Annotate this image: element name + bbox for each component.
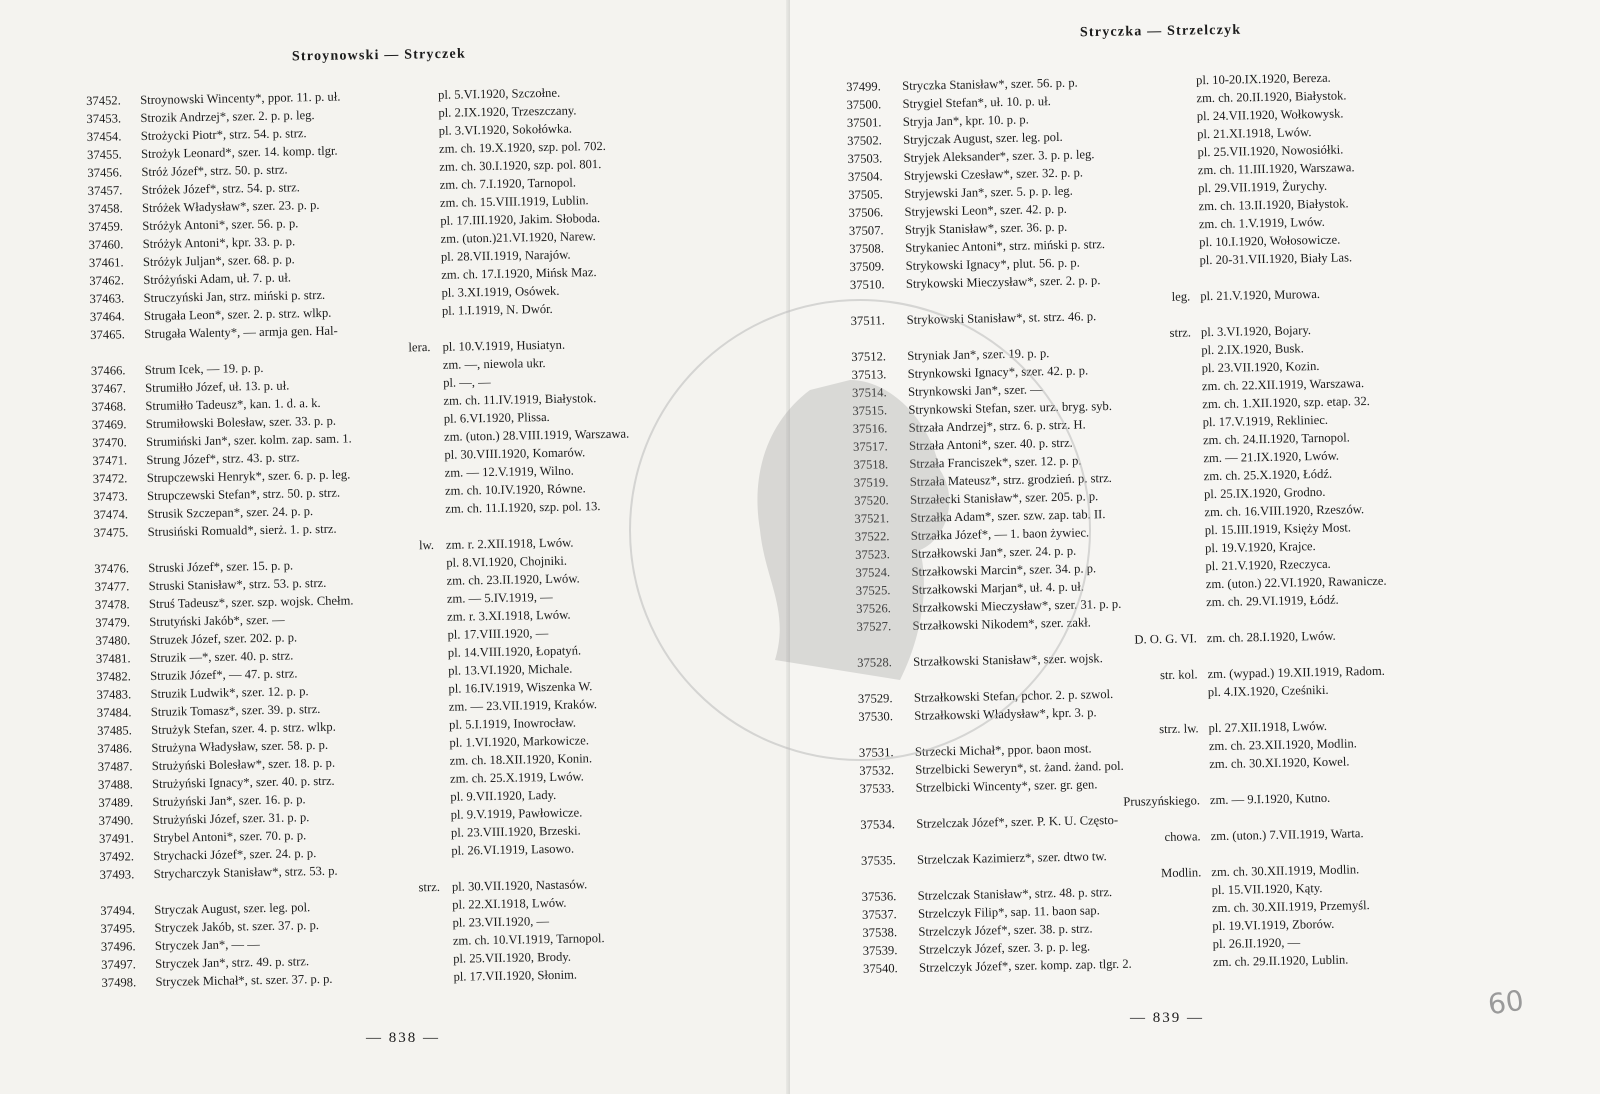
entry-name: Strychacki Józef*, szer. 24. p. p. (153, 846, 317, 863)
entry-number: 37532. (859, 763, 895, 778)
entry-fate: pl. 10.I.1920, Wołosowicze. (1199, 232, 1341, 250)
entry-continuation: lw. (418, 537, 435, 553)
entry-name: Stróżyk Antoni*, kpr. 33. p. p. (142, 234, 296, 252)
entry-name: Strutyński Jakób*, szer. — (149, 612, 285, 629)
entry-name: Strzałka Józef*, — 1. baon żywiec. (910, 525, 1090, 543)
entry-fate: zm. ch. 28.I.1920, Lwów. (1206, 628, 1336, 646)
entry-name: Strykaniec Antoni*, strz. miński p. strz. (905, 237, 1106, 255)
entry-fate: zm. — 5.IV.1919, — (446, 589, 553, 606)
entry-number: 37481. (95, 651, 131, 666)
entry-number: 37484. (96, 705, 132, 720)
entry-number: 37539. (862, 943, 898, 958)
entry-fate: zm. — 12.V.1919, Wilno. (444, 463, 574, 480)
entry-fate: pl. 22.XI.1918, Lwów. (452, 895, 567, 912)
entry-fate: zm. — 23.VII.1919, Kraków. (448, 697, 598, 714)
entry-name: Strybel Antoni*, szer. 70. p. p. (152, 828, 307, 845)
entry-number: 37495. (100, 921, 136, 936)
entry-fate: pl. 2.IX.1920, Trzeszczany. (438, 103, 577, 120)
entry-name: Stryjczak August, szer. leg. pol. (903, 129, 1063, 147)
entry-number: 37488. (97, 777, 133, 792)
entry-number: 37466. (90, 363, 126, 378)
entry-number: 37496. (100, 939, 136, 954)
entry-fate: zm. ch. 11.I.1920, szp. pol. 13. (445, 499, 601, 516)
entry-name: Strugała Walenty*, — armja gen. Hal- (144, 323, 338, 342)
entry-name: Strzelbicki Wincenty*, szer. gr. gen. (915, 777, 1098, 795)
entry-fate: pl. 2.IX.1920, Busk. (1201, 341, 1304, 358)
entry-number: 37534. (860, 817, 896, 832)
entry-number: 37486. (97, 741, 133, 756)
entry-name: Stryniak Jan*, szer. 19. p. p. (907, 346, 1050, 363)
entry-fate: pl. 23.VII.1920, Kozin. (1201, 358, 1320, 376)
entry-fate: zm. ch. 16.VIII.1920, Rzeszów. (1204, 502, 1365, 520)
entry-number: 37515. (852, 403, 888, 418)
entry-fate: zm. ch. 30.I.1920, szp. pol. 801. (439, 157, 602, 174)
entry-number: 37471. (92, 453, 128, 468)
entry-name: Strużyna Władysław, szer. 58. p. p. (151, 737, 329, 755)
entry-fate: pl. 9.V.1919, Pawłowicze. (450, 805, 583, 822)
entry-name: Strusiński Romuald*, sierż. 1. p. strz. (147, 521, 337, 539)
entry-number: 37507. (848, 223, 884, 238)
entry-name: Strung Józef*, strz. 43. p. strz. (146, 450, 300, 468)
entry-number: 37529. (857, 691, 893, 706)
entry-name: Struski Stanisław*, strz. 53. p. strz. (148, 575, 327, 593)
entry-fate: zm. ch. 20.II.1920, Białystok. (1196, 88, 1347, 106)
entry-fate: pl. 4.IX.1920, Cześniki. (1207, 682, 1329, 700)
entry-number: 37540. (862, 961, 898, 976)
entry-number: 37516. (852, 421, 888, 436)
entry-fate: pl. 17.III.1920, Jakim. Słoboda. (440, 211, 601, 228)
entry-name: Strusik Szczepan*, szer. 24. p. p. (147, 504, 314, 521)
entry-name: Strzelczak Józef*, szer. P. K. U. Często- (916, 812, 1119, 831)
entry-fate: pl. 17.VII.1920, Słonim. (453, 967, 578, 984)
entry-number: 37522. (854, 529, 890, 544)
entry-fate: zm. (uton.)21.VI.1920, Narew. (440, 229, 596, 246)
entry-continuation: leg. (1171, 289, 1191, 304)
entry-fate: pl. 15.III.1919, Księży Most. (1204, 520, 1352, 538)
entry-name: Strzelczyk Filip*, sap. 11. baon sap. (917, 903, 1100, 921)
entry-number: 37462. (89, 273, 125, 288)
entry-number: 37477. (94, 579, 130, 594)
entry-name: Strynkowski Jan*, szer. — (907, 382, 1043, 399)
entry-number: 37456. (87, 165, 123, 180)
handwritten-note: 60 (1485, 983, 1526, 1022)
entry-fate: pl. 20-31.VII.1920, Biały Las. (1199, 250, 1353, 268)
entry-name: Stróżek Władysław*, szer. 23. p. p. (141, 197, 320, 216)
entry-fate: pl. 26.II.1920, — (1212, 935, 1301, 952)
entry-number: 37499. (846, 79, 881, 94)
entry-name: Stryjewski Czesław*, szer. 32. p. p. (903, 165, 1084, 183)
entry-fate: zm. ch. 23.XII.1920, Modlin. (1208, 736, 1357, 754)
entry-name: Strzelczak Kazimierz*, szer. dtwo tw. (916, 849, 1107, 867)
entry-number: 37457. (87, 183, 123, 198)
entry-number: 37459. (88, 219, 124, 234)
entry-number: 37479. (95, 615, 131, 630)
entry-fate: zm. ch. 13.II.1920, Białystok. (1198, 196, 1349, 214)
entry-number: 37531. (858, 745, 894, 760)
entry-name: Strum Icek, — 19. p. p. (144, 360, 264, 378)
entry-name: Strupczewski Stefan*, strz. 50. p. strz. (146, 485, 341, 503)
entry-fate: pl. 9.VII.1920, Lady. (450, 787, 557, 804)
entry-number: 37458. (87, 201, 123, 216)
entry-name: Strzałkowski Jan*, szer. 24. p. p. (911, 543, 1077, 561)
entry-number: 37500. (846, 97, 882, 112)
entry-fate: zm. ch. 29.VI.1919, Łódź. (1205, 592, 1339, 610)
entry-name: Strumiłowski Bolesław, szer. 33. p. p. (145, 413, 337, 432)
entry-fate: zm. (uton.) 7.VII.1919, Warta. (1210, 826, 1364, 844)
entry-fate: pl. 1.VI.1920, Markowicze. (449, 733, 590, 750)
entry-name: Strożycki Piotr*, strz. 54. p. strz. (140, 126, 307, 144)
entry-name: Strużyński Ignacy*, szer. 40. p. strz. (151, 773, 335, 791)
left-page-header: Stroynowski — Stryczek (291, 46, 467, 65)
entry-fate: pl. 8.VI.1920, Chojniki. (446, 553, 568, 570)
entry-continuation: chowa. (1164, 829, 1201, 845)
entry-name: Strużyński Jan*, szer. 16. p. p. (152, 792, 306, 809)
entry-continuation: lera. (408, 340, 431, 355)
entry-number: 37505. (848, 187, 884, 202)
entry-name: Strzałka Adam*, szer. szw. zap. tab. II. (910, 507, 1106, 525)
entry-name: Stryczek Jan*, — — (154, 937, 260, 953)
entry-number: 37455. (86, 147, 122, 162)
entry-fate: pl. 26.VI.1919, Lasowo. (451, 841, 575, 858)
entry-fate: pl. 14.VIII.1920, Łopatyń. (447, 643, 582, 660)
entry-number: 37491. (98, 831, 134, 846)
entry-name: Strygiel Stefan*, uł. 10. p. uł. (902, 94, 1051, 111)
entry-number: 37527. (856, 619, 892, 634)
entry-number: 37489. (98, 795, 134, 810)
entry-number: 37474. (93, 507, 129, 522)
entry-fate: zm. ch. 11.IV.1919, Białystok. (443, 391, 597, 408)
entry-fate: pl. 1.I.1919, N. Dwór. (441, 301, 553, 318)
entry-number: 37508. (849, 241, 885, 256)
entry-fate: zm. (uton.) 28.VIII.1919, Warszawa. (443, 426, 630, 444)
entry-fate: pl. 27.XII.1918, Lwów. (1208, 718, 1328, 736)
right-page (790, 0, 1600, 1094)
entry-fate: zm. ch. 22.XII.1919, Warszawa. (1201, 376, 1365, 394)
entry-fate: pl. 24.VII.1920, Wołkowysk. (1196, 106, 1344, 124)
entry-number: 37454. (86, 129, 122, 144)
entry-name: Stryczek Michał*, st. szer. 37. p. p. (155, 971, 333, 989)
entry-fate: pl. 19.VI.1919, Zborów. (1212, 916, 1335, 934)
entry-name: Strugała Leon*, szer. 2. p. strz. wlkp. (143, 305, 332, 324)
entry-fate: pl. 21.V.1920, Murowa. (1200, 286, 1321, 304)
entry-name: Stróżyk Antoni*, szer. 56. p. p. (142, 216, 299, 234)
entry-fate: zm. ch. 10.VI.1919, Tarnopol. (452, 931, 605, 948)
entry-name: Strzała Andrzej*, strz. 6. p. strz. H. (908, 417, 1086, 435)
entry-fate: pl. 19.V.1920, Krajce. (1204, 539, 1316, 556)
entry-fate: zm. (wypad.) 19.XII.1919, Radom. (1207, 663, 1385, 682)
entry-fate: pl. 21.XI.1918, Lwów. (1197, 125, 1312, 142)
entry-name: Strycharczyk Stanisław*, strz. 53. p. (153, 863, 338, 881)
entry-number: 37464. (89, 309, 125, 324)
entry-name: Strzelczyk Józef*, szer. 38. p. strz. (918, 921, 1093, 939)
entry-number: 37473. (92, 489, 128, 504)
entry-name: Stryczek Jan*, strz. 49. p. strz. (155, 954, 310, 971)
entry-fate: pl. 15.VII.1920, Kąty. (1211, 881, 1323, 898)
entry-name: Struzik Tomasz*, szer. 39. p. strz. (150, 702, 321, 719)
entry-fate: zm. r. 2.XII.1918, Lwów. (445, 535, 574, 552)
entry-fate: pl. 5.VI.1920, Szczołne. (437, 85, 561, 102)
entry-number: 37518. (853, 457, 889, 472)
entry-continuation: str. kol. (1159, 667, 1198, 683)
entry-name: Strzałkowski Władysław*, kpr. 3. p. (914, 705, 1097, 723)
entry-name: Struś Tadeusz*, szer. szp. wojsk. Chełm. (148, 593, 354, 611)
entry-fate: pl. 16.IV.1919, Wiszenka W. (448, 679, 593, 696)
entry-name: Stryczka Stanisław*, szer. 56. p. p. (902, 75, 1078, 93)
entry-fate: zm. ch. 7.I.1920, Tarnopol. (439, 175, 577, 192)
entry-name: Struski Józef*, szer. 15. p. p. (148, 558, 294, 575)
entry-name: Strozik Andrzej*, szer. 2. p. p. leg. (140, 108, 315, 126)
entry-fate: zm. ch. 15.VIII.1919, Lublin. (439, 193, 589, 210)
entry-fate: zm. — 9.I.1920, Kutno. (1209, 790, 1331, 808)
entry-fate: pl. 30.VIII.1920, Komarów. (444, 445, 586, 462)
entry-fate: zm. ch. 25.X.1920, Łódź. (1203, 466, 1333, 484)
entry-name: Strzecki Michał*, ppor. baon most. (914, 741, 1092, 759)
entry-number: 37463. (89, 291, 125, 306)
entry-name: Strzałecki Stanisław*, szer. 205. p. p. (909, 489, 1099, 507)
entry-number: 37537. (861, 907, 897, 922)
left-page-number: — 838 — (366, 1030, 440, 1046)
entry-number: 37517. (852, 439, 888, 454)
entry-name: Strupczewski Henryk*, szer. 6. p. p. leg. (146, 467, 351, 485)
entry-fate: zm. — 21.IX.1920, Lwów. (1203, 448, 1340, 466)
right-page-header: Stryczka — Strzelczyk (1079, 22, 1242, 41)
entry-name: Stroynowski Wincenty*, ppor. 11. p. uł. (140, 89, 341, 108)
entry-number: 37475. (93, 525, 129, 540)
entry-fate: zm. (uton.) 22.VI.1920, Rawanicze. (1205, 573, 1387, 592)
entry-fate: pl. 10-20.IX.1920, Bereza. (1195, 70, 1331, 88)
entry-fate: pl. 13.VI.1920, Michale. (448, 661, 573, 678)
entry-fate: pl. 23.VIII.1920, Brzeski. (450, 823, 581, 840)
entry-fate: zm. ch. 11.III.1920, Warszawa. (1197, 160, 1355, 178)
entry-continuation: Pruszyńskiego. (1123, 793, 1201, 809)
entry-fate: pl. 25.VII.1920, Nowosiółki. (1197, 142, 1344, 160)
entry-number: 37493. (99, 867, 135, 882)
entry-number: 37490. (98, 813, 134, 828)
entry-number: 37480. (95, 633, 131, 648)
entry-name: Strzała Mateusz*, strz. grodzień. p. strz. (909, 470, 1113, 489)
entry-number: 37503. (847, 151, 883, 166)
entry-fate: pl. 5.I.1919, Inowrocław. (448, 715, 577, 732)
entry-fate: pl. 3.VI.1920, Bojary. (1200, 323, 1312, 340)
left-page (0, 0, 790, 1094)
entry-name: Strzała Antoni*, szer. 40. p. strz. (908, 435, 1073, 453)
entry-name: Strożyk Leonard*, szer. 14. komp. tlgr. (140, 143, 338, 162)
entry-fate: zm. ch. 30.XII.1919, Przemyśl. (1211, 898, 1370, 916)
entry-number: 37494. (100, 903, 136, 918)
entry-fate: zm. ch. 23.II.1920, Lwów. (446, 571, 580, 588)
entry-name: Strzelczak Stanisław*, strz. 48. p. strz. (917, 885, 1113, 903)
entry-name: Strynkowski Ignacy*, szer. 42. p. p. (907, 363, 1089, 381)
entry-number: 37476. (94, 561, 130, 576)
entry-name: Struzik Ludwik*, szer. 12. p. p. (150, 684, 309, 701)
entry-name: Strzałkowski Mieczysław*, szer. 31. p. p. (912, 596, 1122, 615)
entry-name: Stryjewski Leon*, szer. 42. p. p. (904, 201, 1067, 219)
entry-number: 37461. (88, 255, 124, 270)
entry-name: Stryjek Aleksander*, szer. 3. p. p. leg. (903, 147, 1095, 165)
entry-name: Strzelbicki Seweryn*, st. żand. żand. pol. (915, 758, 1124, 777)
entry-name: Stróżyk Juljan*, szer. 68. p. p. (142, 252, 295, 270)
entry-number: 37485. (97, 723, 132, 738)
entry-fate: pl. 25.VII.1920, Brody. (453, 949, 572, 966)
entry-fate: zm. ch. 1.V.1919, Lwów. (1198, 214, 1325, 232)
entry-fate: pl. 3.VI.1920, Sokołówka. (438, 121, 573, 138)
entry-fate: pl. 10.V.1919, Husiatyn. (442, 337, 566, 354)
entry-fate: pl. 21.V.1920, Rzeczyca. (1205, 556, 1331, 574)
entry-number: 37506. (848, 205, 884, 220)
entry-name: Strumiński Jan*, szer. kolm. zap. sam. 1. (145, 431, 352, 450)
right-page-number: — 839 — (1130, 1010, 1204, 1026)
entry-fate: zm. ch. 17.I.1920, Mińsk Maz. (441, 265, 597, 282)
entry-number: 37511. (850, 313, 885, 328)
entry-name: Stróżyński Adam, uł. 7. p. uł. (143, 270, 292, 288)
entry-number: 37460. (88, 237, 124, 252)
entry-number: 37514. (851, 385, 887, 400)
left-entry-list (86, 81, 732, 992)
entry-fate: zm. ch. 25.X.1919, Lwów. (449, 769, 585, 786)
entry-fate: pl. 3.XI.1919, Osówek. (441, 283, 560, 300)
entry-number: 37513. (851, 367, 887, 382)
entry-number: 37467. (91, 381, 126, 396)
entry-name: Stryczek Jakób, st. szer. 37. p. p. (154, 918, 320, 935)
entry-number: 37497. (101, 957, 136, 972)
entry-fate: zm. ch. 1.XII.1920, szp. etap. 32. (1202, 394, 1370, 412)
entry-fate: pl. 6.VI.1920, Plissa. (443, 409, 550, 426)
entry-number: 37536. (861, 889, 897, 904)
entry-continuation: strz. (418, 879, 441, 895)
entry-name: Strużyński Józef, szer. 31. p. p. (152, 810, 310, 827)
entry-fate: pl. 29.VII.1919, Żurychy. (1198, 178, 1328, 196)
entry-number: 37483. (96, 687, 132, 702)
entry-name: Struzik Józef*, — 47. p. strz. (150, 666, 298, 683)
entry-name: Stróżek Józef*, strz. 54. p. strz. (141, 180, 300, 198)
entry-number: 37482. (96, 669, 131, 684)
entry-continuation: D. O. G. VI. (1134, 631, 1197, 647)
entry-name: Strużyński Bolesław*, szer. 18. p. p. (151, 755, 336, 773)
entry-number: 37468. (91, 399, 127, 414)
entry-fate: zm. ch. 19.X.1920, szp. pol. 702. (438, 138, 607, 156)
entry-number: 37469. (91, 417, 127, 432)
right-entry-list (846, 65, 1543, 978)
entry-name: Strykowski Mieczysław*, szer. 2. p. p. (905, 273, 1101, 291)
entry-fate: pl. —, — (443, 374, 491, 390)
entry-number: 37509. (849, 259, 885, 274)
entry-fate: pl. 25.IX.1920, Grodno. (1203, 484, 1326, 502)
entry-number: 37525. (855, 583, 891, 598)
entry-name: Strykowski Stanisław*, st. strz. 46. p. (906, 309, 1097, 327)
entry-continuation: Modlin. (1160, 865, 1202, 881)
entry-number: 37530. (858, 709, 894, 724)
entry-name: Strykowski Ignacy*, plut. 56. p. p. (905, 255, 1080, 273)
entry-number: 37472. (92, 471, 128, 486)
entry-name: Strzałkowski Nikodem*, szer. zakł. (912, 615, 1092, 633)
entry-name: Stryczak August, szer. leg. pol. (154, 900, 311, 917)
entry-fate: zm. r. 3.XI.1918, Lwów. (447, 607, 571, 624)
entry-fate: zm. ch. 10.IV.1920, Równe. (444, 481, 586, 498)
entry-number: 37535. (860, 853, 896, 868)
entry-fate: pl. 23.VII.1920, — (452, 914, 550, 930)
entry-name: Struzik —*, szer. 40. p. strz. (149, 648, 294, 665)
entry-name: Strzałkowski Stanisław*, szer. wojsk. (913, 651, 1103, 669)
entry-number: 37504. (847, 169, 883, 184)
entry-number: 37498. (101, 975, 137, 990)
entry-name: Strzelczyk Józef*, szer. komp. zap. tlgr. 2. (918, 956, 1132, 975)
entry-name: Strzałkowski Marcin*, szer. 34. p. p. (911, 561, 1097, 579)
entry-continuation: strz. lw. (1159, 721, 1199, 737)
entry-number: 37526. (856, 601, 891, 616)
entry-number: 37478. (94, 597, 130, 612)
entry-fate: zm. ch. 29.II.1920, Lublin. (1212, 952, 1349, 970)
entry-name: Strzała Franciszek*, szer. 12. p. p. (909, 453, 1082, 471)
entry-fate: zm. ch. 30.XII.1919, Modlin. (1211, 862, 1360, 880)
entry-name: Strynkowski Stefan, szer. urz. bryg. syb. (908, 398, 1113, 417)
entry-number: 37501. (846, 115, 882, 130)
entry-number: 37519. (853, 475, 889, 490)
entry-name: Stróż Józef*, strz. 50. p. strz. (141, 162, 288, 180)
entry-fate: zm. ch. 18.XII.1920, Konin. (449, 751, 593, 768)
entry-number: 37523. (855, 547, 890, 562)
entry-number: 37502. (847, 133, 882, 148)
entry-number: 37533. (859, 781, 895, 796)
entry-number: 37520. (853, 493, 889, 508)
entry-name: Stryja Jan*, kpr. 10. p. p. (902, 112, 1029, 129)
entry-name: Stryjewski Jan*, szer. 5. p. p. leg. (904, 183, 1073, 201)
entry-fate: zm. ch. 30.XI.1920, Kowel. (1209, 754, 1350, 772)
entry-number: 37524. (855, 565, 891, 580)
entry-number: 37452. (86, 93, 121, 108)
entry-number: 37528. (857, 655, 892, 670)
entry-number: 37538. (862, 925, 898, 940)
entry-name: Struzek Józef, szer. 202. p. p. (149, 630, 298, 647)
entry-number: 37512. (851, 349, 887, 364)
entry-fate: pl. 28.VII.1919, Narajów. (440, 247, 571, 264)
entry-name: Strzałkowski Stefan, pchor. 2. p. szwol. (913, 686, 1114, 705)
entry-fate: zm. ch. 24.II.1920, Tarnopol. (1202, 430, 1350, 448)
entry-name: Strzałkowski Marjan*, uł. 4. p. uł. (911, 579, 1085, 597)
entry-fate: zm. —, niewola ukr. (442, 356, 546, 372)
entry-number: 37521. (854, 511, 890, 526)
entry-number: 37510. (849, 277, 885, 292)
entry-number: 37453. (86, 111, 122, 126)
entry-fate: pl. 30.VII.1920, Nastasów. (451, 877, 588, 894)
entry-number: 37492. (99, 849, 135, 864)
entry-name: Strumiłło Tadeusz*, kan. 1. d. a. k. (145, 395, 321, 414)
entry-fate: pl. 17.VIII.1920, — (447, 626, 549, 642)
entry-name: Stryjk Stanisław*, szer. 36. p. p. (904, 219, 1068, 237)
entry-name: Strużyk Stefan, szer. 4. p. strz. wlkp. (151, 719, 336, 737)
entry-fate: pl. 17.V.1919, Rekliniec. (1202, 412, 1329, 430)
entry-name: Strumiłło Józef, uł. 13. p. uł. (145, 378, 290, 396)
entry-number: 37487. (97, 759, 133, 774)
entry-name: Strzelczyk Józef, szer. 3. p. p. leg. (918, 939, 1091, 957)
entry-number: 37470. (92, 435, 127, 450)
entry-name: Struczyński Jan, strz. miński p. strz. (143, 287, 326, 306)
entry-number: 37465. (90, 327, 125, 342)
entry-continuation: strz. (1169, 325, 1192, 340)
